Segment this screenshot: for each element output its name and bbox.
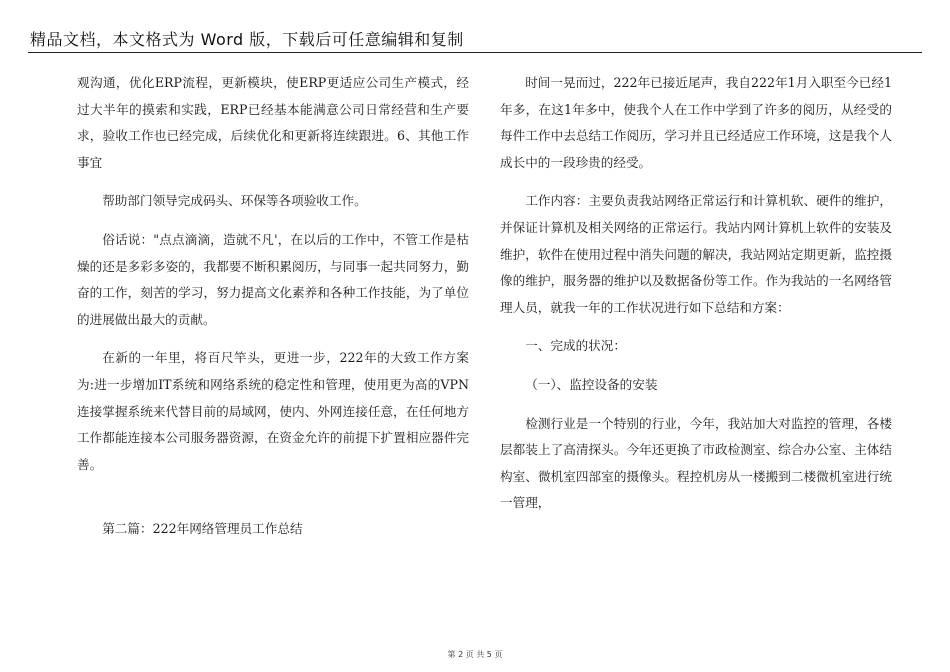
paragraph: 一、完成的状况： (525, 338, 626, 354)
paragraph: 在新的一年里，将百尺竿头，更进一步，222年的大致工作方案为:进一步增加IT系统和网络系统的稳定性和管理，使用更为高的VPN连接掌握系统来代替目前的局域网，使内、外网连接任意，在任何地方工作都能连接本公司服务器资源，在资金允许的前提下扩置相应器件完善。 (77, 350, 469, 472)
paragraph: 俗话说："点点滴滴，造就不凡'，在以后的工作中，不管工作是枯燥的还是多彩多姿的，我都要不断积累阅历，与同事一起共同努力，勤奋的工作，刻苦的学习，努力提高文化素养和各种工作技能，为了单位的进展做出最大的贡献。 (77, 231, 469, 327)
header-divider (28, 52, 922, 53)
section-heading: 第二篇：222年网络管理员工作总结 (102, 521, 303, 537)
paragraph: 观沟通，优化ERP流程，更新模块，使ERP更适应公司生产模式，经过大半年的摸索和实践，ERP已经基本能满意公司日常经营和生产要求，验收工作也已经完成，后续优化和更新将连续跟进。6、其他工作事宜 (77, 75, 469, 170)
right-text-column (500, 70, 892, 529)
paragraph: 帮助部门领导完成码头、环保等各项验收工作。 (102, 193, 367, 209)
document-header-title: 精品文档，本文格式为 Word 版，下载后可任意编辑和复制 (30, 30, 464, 49)
left-text-column (77, 70, 469, 555)
paragraph: 时间一晃而过，222年已接近尾声，我自222年1月入职至今已经1年多，在这1年多中，使我个人在工作中学到了许多的阅历，从经受的每件工作中去总结工作阅历，学习并且已经适应工作环境，这是我个人成长中的一段珍贵的经受。 (500, 75, 892, 170)
paragraph: 检测行业是一个特别的行业，今年，我站加大对监控的管理，各楼层都装上了高清探头。今年还更换了市政检测室、综合办公室、主体结构室、微机室四部室的摄像头。程控机房从一楼搬到二楼微机室进行统一管理， (500, 415, 892, 511)
page-number: 第 2 页 共 5 页 (447, 650, 503, 659)
paragraph: 工作内容：主要负责我站网络正常运行和计算机软、硬件的维护，并保证计算机及相关网络的正常运行。我站内网计算机上软件的安装及维护，软件在使用过程中消失问题的解决，我站网站定期更新，监控摄像的维护，服务器的维护以及数据备份等工作。作为我站的一名网络管理人员，就我一年的工作状况进行如下总结和方案： (500, 193, 892, 315)
paragraph: （一）、监控设备的安装 (525, 376, 658, 392)
